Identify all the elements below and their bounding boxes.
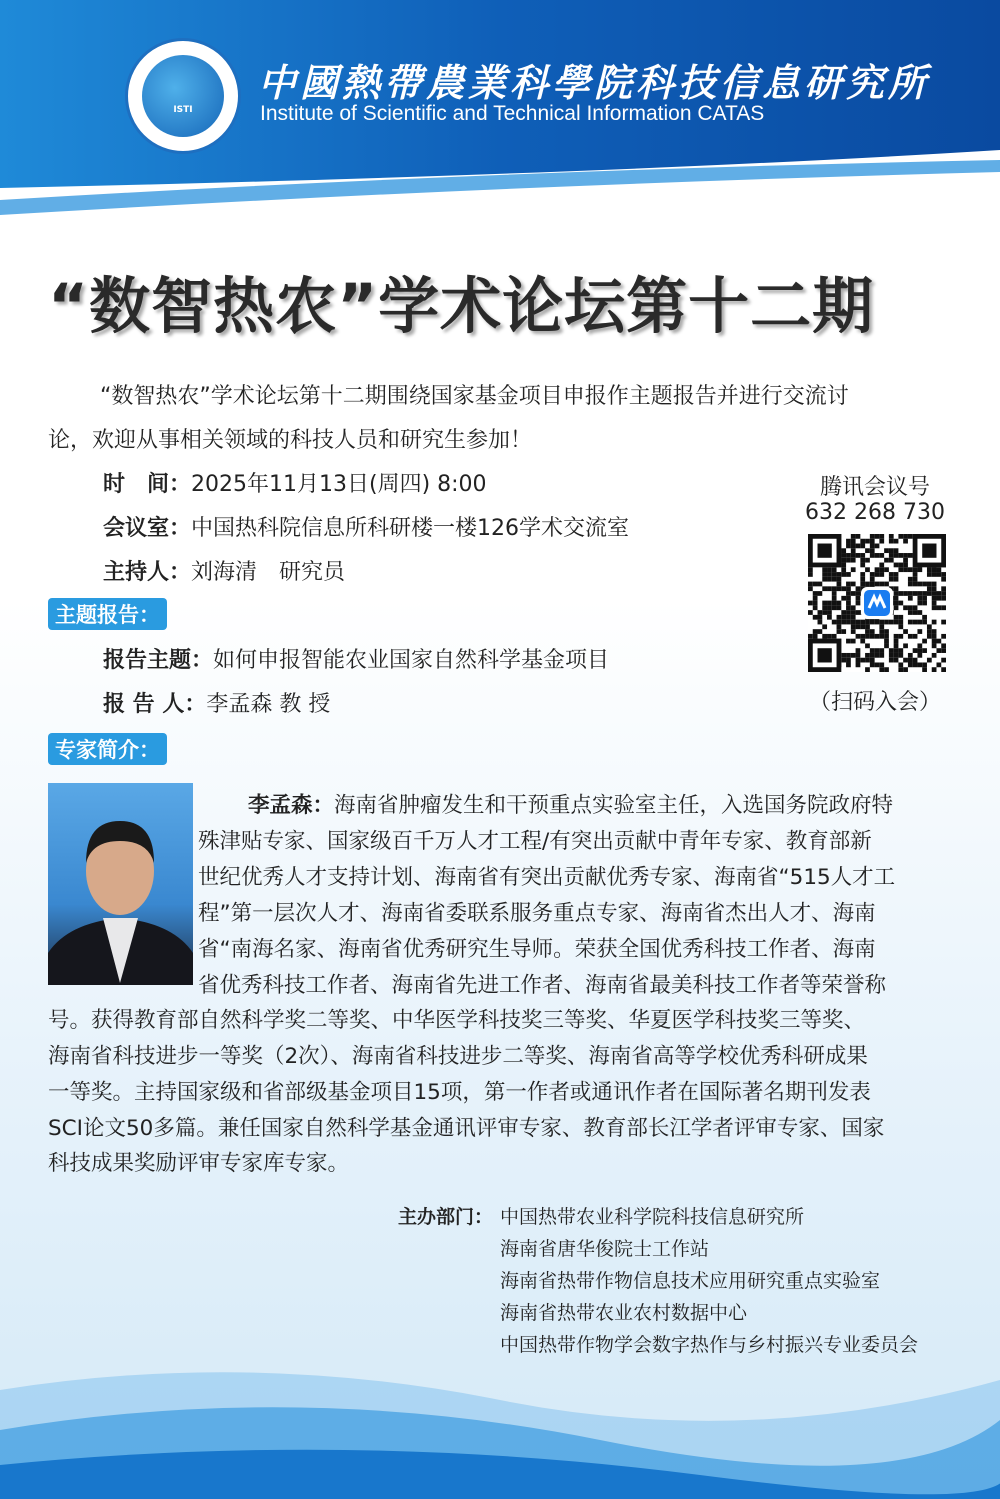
time-row: 时 间：2025年11月13日(周四) 8:00 (103, 472, 487, 497)
footer-wave (0, 1350, 1000, 1499)
bio-line: 省优秀科技工作者、海南省先进工作者、海南省最美科技工作者等荣誉称 (198, 973, 887, 998)
bio-line: 殊津贴专家、国家级百千万人才工程/有突出贡献中青年专家、教育部新 (198, 829, 872, 854)
scan-hint: （扫码入会） (808, 690, 941, 715)
org-name-english: Institute of Scientific and Technical Information CATAS (260, 102, 765, 125)
bio-line: 科技成果奖励评审专家库专家。 (48, 1151, 350, 1176)
qr-code[interactable] (808, 534, 946, 672)
organizers-label: 主办部门： (398, 1206, 494, 1228)
meeting-label: 腾讯会议号 (819, 475, 930, 500)
header-banner (0, 0, 1000, 225)
section-tag-report: 主题报告： (48, 598, 167, 630)
room-row: 会议室：中国热科院信息所科研楼一楼126学术交流室 (103, 516, 630, 541)
organizer-item: 海南省唐华俊院士工作站 (500, 1238, 710, 1260)
bio-line: SCI论文50多篇。兼任国家自然科学基金通讯评审专家、教育部长江学者评审专家、国家 (48, 1116, 885, 1141)
page-title: “数智热农”学术论坛第十二期 (48, 271, 875, 342)
intro-line: “数智热农”学术论坛第十二期围绕国家基金项目申报作主题报告并进行交流讨 (100, 384, 849, 409)
bio-line-first: 李孟森：海南省肿瘤发生和干预重点实验室主任，入选国务院政府特 (248, 793, 894, 818)
bio-line: 号。获得教育部自然科学奖二等奖、中华医学科技奖三等奖、华夏医学科技奖三等奖、 (48, 1008, 866, 1033)
person-icon (48, 783, 193, 985)
organizer-item: 中国热带作物学会数字热作与乡村振兴专业委员会 (500, 1334, 919, 1356)
org-name-chinese: 中國熱帶農業科學院科技信息研究所 (258, 60, 931, 105)
meeting-number: 632 268 730 (805, 500, 945, 525)
speaker-row: 报 告 人：李孟森 教 授 (103, 692, 331, 717)
topic-row: 报告主题：如何申报智能农业国家自然科学基金项目 (103, 648, 610, 673)
expert-photo (48, 783, 193, 985)
institute-logo: ISTI (125, 38, 241, 154)
organizer-item: 海南省热带农业农村数据中心 (500, 1302, 748, 1324)
host-row: 主持人：刘海清 研究员 (103, 560, 346, 585)
bio-line: 世纪优秀人才支持计划、海南省有突出贡献优秀专家、海南省“515人才工 (198, 865, 896, 890)
section-tag-expert: 专家简介： (48, 733, 167, 765)
organizer-item: 中国热带农业科学院科技信息研究所 (500, 1206, 805, 1228)
bio-line: 一等奖。主持国家级和省部级基金项目15项，第一作者或通讯作者在国际著名期刊发表 (48, 1080, 871, 1105)
bio-line: 海南省科技进步一等奖（2次）、海南省科技进步二等奖、海南省高等学校优秀科研成果 (48, 1044, 868, 1069)
qr-code-icon (808, 534, 946, 672)
intro-line: 论，欢迎从事相关领域的科技人员和研究生参加！ (48, 428, 533, 453)
bio-line: 程”第一层次人才、海南省委联系服务重点专家、海南省杰出人才、海南 (198, 901, 876, 926)
organizer-item: 海南省热带作物信息技术应用研究重点实验室 (500, 1270, 881, 1292)
bio-line: 省“南海名家、海南省优秀研究生导师。荣获全国优秀科技工作者、海南 (198, 937, 876, 962)
